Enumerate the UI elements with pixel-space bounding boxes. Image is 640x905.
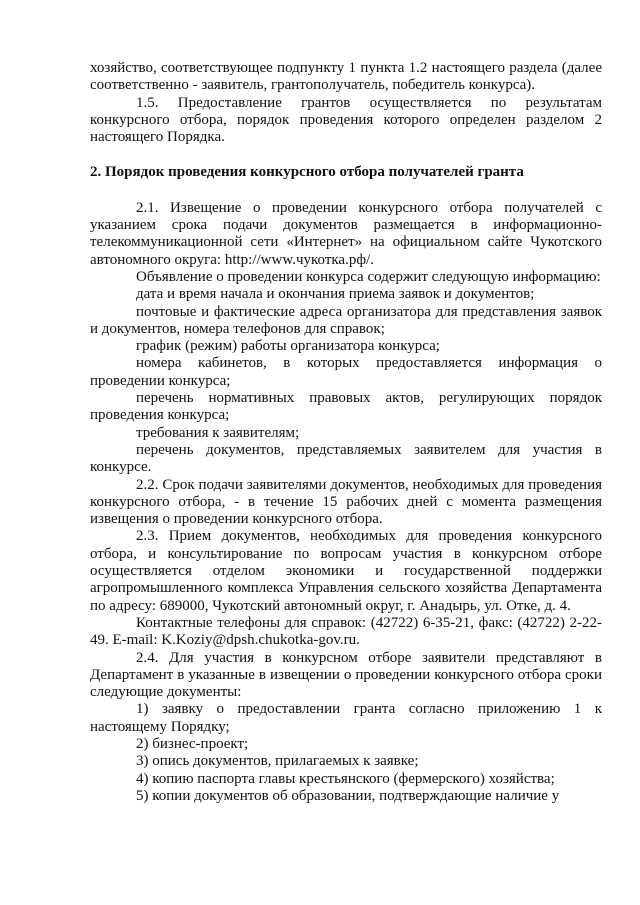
- list-item: 3) опись документов, прилагаемых к заявке;: [136, 753, 419, 770]
- list-item: 2) бизнес-проект;: [136, 735, 249, 752]
- paragraph-continuation: хозяйство, соответствующее подпункту 1 пункта 1.2 настоящего раздела (далее соответственно - заявитель, грантополучатель, победитель конкурса).: [90, 60, 602, 94]
- list-item: 5) копии документов об образовании, подтверждающие наличие у: [136, 787, 560, 804]
- paragraph-1-5: 1.5. Предоставление грантов осуществляется по результатам конкурсного отбора, порядок проведения которого определен разделом 2 настоящего Порядка.: [90, 94, 602, 146]
- list-item: почтовые и фактические адреса организатора для представления заявок и документов, номера телефонов для справок;: [90, 303, 602, 337]
- document-page: [90, 60, 602, 805]
- paragraph-contacts: Контактные телефоны для справок: (42722) 6-35-21, факс: (42722) 2-22-49. E-mail: K.Koziy@dpsh.chukotka-gov.ru.: [90, 614, 602, 649]
- list-item: 1) заявку о предоставлении гранта согласно приложению 1 к настоящему Порядку;: [90, 701, 602, 735]
- list-item: требования к заявителям;: [136, 424, 300, 441]
- paragraph-2-2: 2.2. Срок подачи заявителями документов, необходимых для проведения конкурсного отбора, - в течение 15 рабочих дней с момента размещения извещения о проведении конкурсного отбора.: [90, 476, 602, 528]
- section-heading: 2. Порядок проведения конкурсного отбора получателей гранта: [90, 164, 524, 181]
- paragraph-2-3: 2.3. Прием документов, необходимых для проведения конкурсного отбора, и консультирование по вопросам участия в конкурсном отборе осуществляется отделом экономики и государственной поддержки агропромышленного комплекса Управления сельского хозяйства Департамента по адресу: 689000, Чукотский автономный округ, г. Анадырь, ул. Отке, д. 4.: [90, 528, 602, 614]
- list-item: дата и время начала и окончания приема заявок и документов;: [136, 286, 535, 303]
- list-item: график (режим) работы организатора конкурса;: [136, 338, 440, 355]
- paragraph-2-4: 2.4. Для участия в конкурсном отборе заявители представляют в Департамент в указанные в извещении о проведении конкурсного отбора сроки следующие документы:: [90, 649, 602, 701]
- paragraph-2-1: 2.1. Извещение о проведении конкурсного отбора получателей с указанием срока подачи документов размещается в информационно-телекоммуникационной сети «Интернет» на официальном сайте Чукотского автономного округа: http://www.чукотка.рф/.: [90, 199, 602, 268]
- list-item: 4) копию паспорта главы крестьянского (фермерского) хозяйства;: [136, 770, 555, 787]
- paragraph-announcement: Объявление о проведении конкурса содержит следующую информацию:: [136, 268, 601, 285]
- list-item: перечень документов, представляемых заявителем для участия в конкурсе.: [90, 441, 602, 476]
- list-item: номера кабинетов, в которых предоставляется информация о проведении конкурса;: [90, 355, 602, 389]
- list-item: перечень нормативных правовых актов, регулирующих порядок проведения конкурса;: [90, 390, 602, 424]
- section-body: [90, 200, 602, 805]
